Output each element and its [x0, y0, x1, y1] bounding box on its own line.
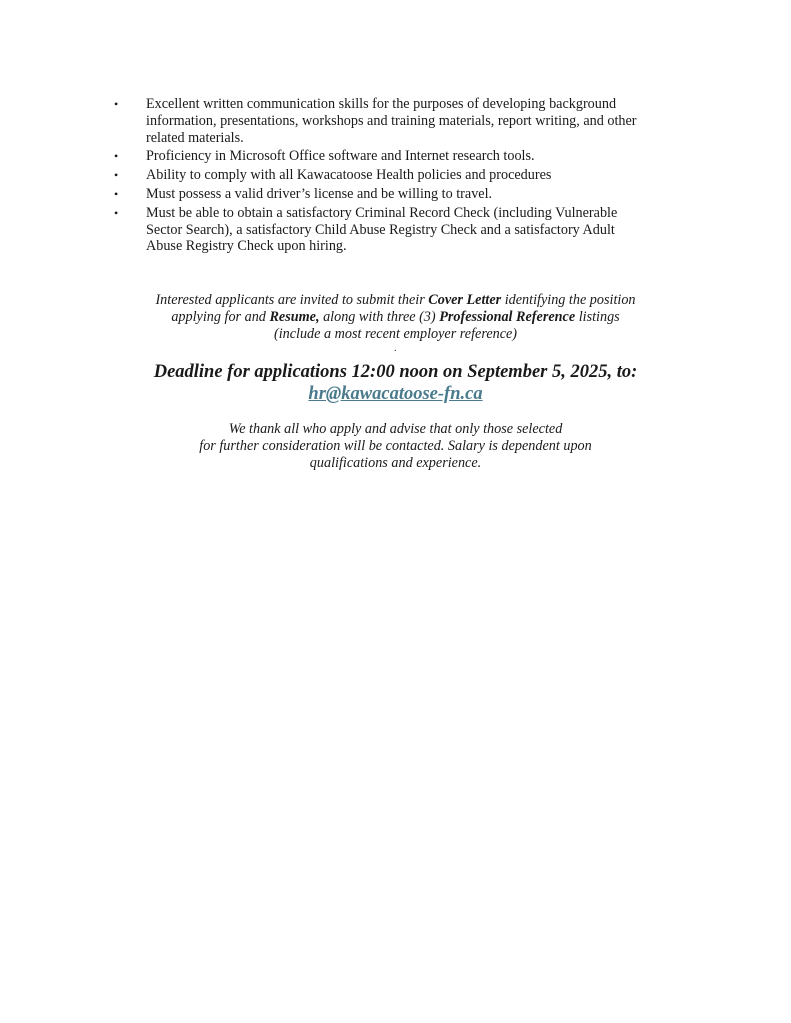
closing-line-2: for further consideration will be contacted. Salary is dependent upon: [199, 437, 592, 454]
requirement-line: Must be able to obtain a satisfactory Criminal Record Check (including Vulnerable: [146, 204, 618, 221]
requirement-item: [0, 96, 791, 146]
requirement-item: [0, 186, 791, 203]
requirement-line: Sector Search), a satisfactory Child Abuse Registry Check and a satisfactory Adult: [146, 221, 615, 238]
cover-letter-emphasis: Cover Letter: [428, 292, 502, 308]
email-line: [0, 384, 791, 404]
instructions-period: .: [394, 343, 397, 355]
instructions-line-1: [0, 292, 791, 309]
instructions-text: applying for and: [171, 308, 270, 325]
closing-note: [0, 421, 791, 471]
instructions-line-2: [0, 309, 791, 326]
requirement-line: related materials.: [146, 129, 244, 146]
instructions-text: listings: [575, 308, 620, 325]
email-link[interactable]: hr@kawacatoose-fn.ca: [308, 384, 483, 404]
requirement-line: Must possess a valid driver’s license and be willing to travel.: [146, 185, 493, 202]
requirement-item: [0, 148, 791, 165]
deadline-heading: Deadline for applications 12:00 noon on September 5, 2025, to:: [153, 362, 638, 382]
requirement-line: information, presentations, workshops and training materials, report writing, and other: [146, 112, 637, 129]
requirements-list: [0, 96, 791, 257]
professional-reference-emphasis: Professional Reference: [439, 308, 576, 325]
instructions-text: along with three (3): [319, 308, 440, 325]
requirement-line: Abuse Registry Check upon hiring.: [146, 238, 347, 255]
application-instructions: [0, 292, 791, 356]
instructions-text: Interested applicants are invited to submit their: [155, 292, 429, 308]
closing-line-1: We thank all who apply and advise that only those selected: [228, 421, 563, 437]
bullet-icon: •: [114, 149, 119, 164]
requirement-line: Proficiency in Microsoft Office software and Internet research tools.: [146, 148, 535, 165]
requirement-line: Excellent written communication skills for the purposes of developing background: [146, 96, 617, 112]
closing-line-3: qualifications and experience.: [309, 454, 482, 471]
bullet-icon: •: [114, 186, 119, 201]
bullet-icon: •: [114, 168, 119, 183]
bullet-icon: •: [114, 205, 119, 220]
instructions-line-3: (include a most recent employer reference): [273, 325, 518, 342]
bullet-icon: •: [114, 97, 119, 111]
resume-emphasis: Resume,: [269, 308, 320, 325]
requirement-item: [0, 167, 791, 184]
requirement-line: Ability to comply with all Kawacatoose Health policies and procedures: [146, 167, 552, 184]
instructions-text: identifying the position: [501, 292, 636, 308]
requirement-item: [0, 205, 791, 255]
